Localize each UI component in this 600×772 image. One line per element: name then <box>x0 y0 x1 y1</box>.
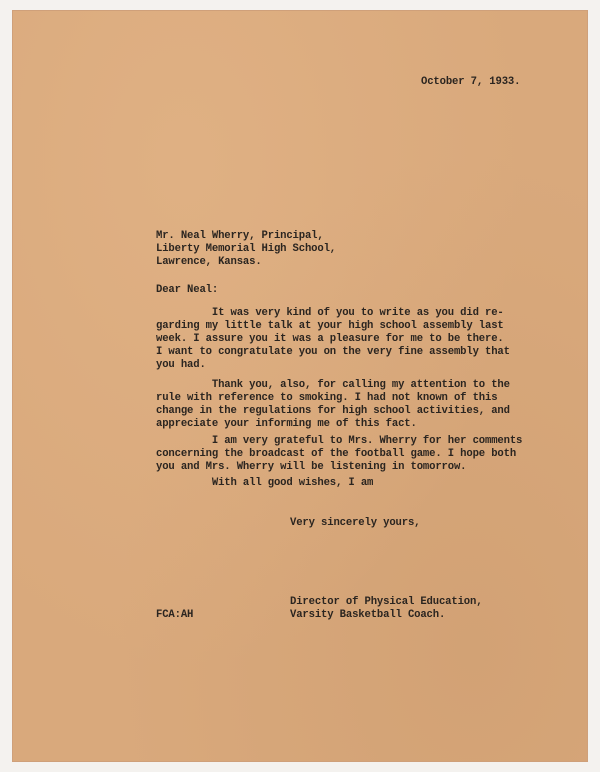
paragraph-line: With all good wishes, I am <box>156 477 374 489</box>
paragraph-line: It was very kind of you to write as you did re- <box>156 307 504 319</box>
paragraph-line: week. I assure you it was a pleasure for me to be there. <box>156 333 504 345</box>
signature-block <box>290 596 482 622</box>
recipient-address <box>156 230 336 269</box>
signature-line: Varsity Basketball Coach. <box>290 609 446 621</box>
complimentary-close: Very sincerely yours, <box>290 517 421 529</box>
paragraph-4 <box>156 477 373 490</box>
signature-line: Director of Physical Education, <box>290 596 483 608</box>
letter-page <box>12 10 588 762</box>
address-line: Lawrence, Kansas. <box>156 256 262 268</box>
paragraph-line: concerning the broadcast of the football game. I hope both <box>156 448 517 460</box>
paragraph-line: rule with reference to smoking. I had not known of this <box>156 392 498 404</box>
paragraph-line: change in the regulations for high school activities, and <box>156 405 510 417</box>
paragraph-line: appreciate your informing me of this fact. <box>156 418 417 430</box>
paragraph-1 <box>156 307 510 372</box>
paragraph-line: garding my little talk at your high school assembly last <box>156 320 504 332</box>
paragraph-line: you and Mrs. Wherry will be listening in tomorrow. <box>156 461 467 473</box>
address-line: Liberty Memorial High School, <box>156 243 337 255</box>
paragraph-line: you had. <box>156 359 206 371</box>
letter-date: October 7, 1933. <box>421 76 521 88</box>
salutation: Dear Neal: <box>156 284 219 296</box>
paragraph-3 <box>156 435 522 474</box>
reference-initials: FCA:AH <box>156 609 194 621</box>
paragraph-line: I am very grateful to Mrs. Wherry for her comments <box>156 435 523 447</box>
paragraph-2 <box>156 379 510 431</box>
paragraph-line: I want to congratulate you on the very fine assembly that <box>156 346 510 358</box>
paragraph-line: Thank you, also, for calling my attention to the <box>156 379 510 391</box>
address-line: Mr. Neal Wherry, Principal, <box>156 230 324 242</box>
